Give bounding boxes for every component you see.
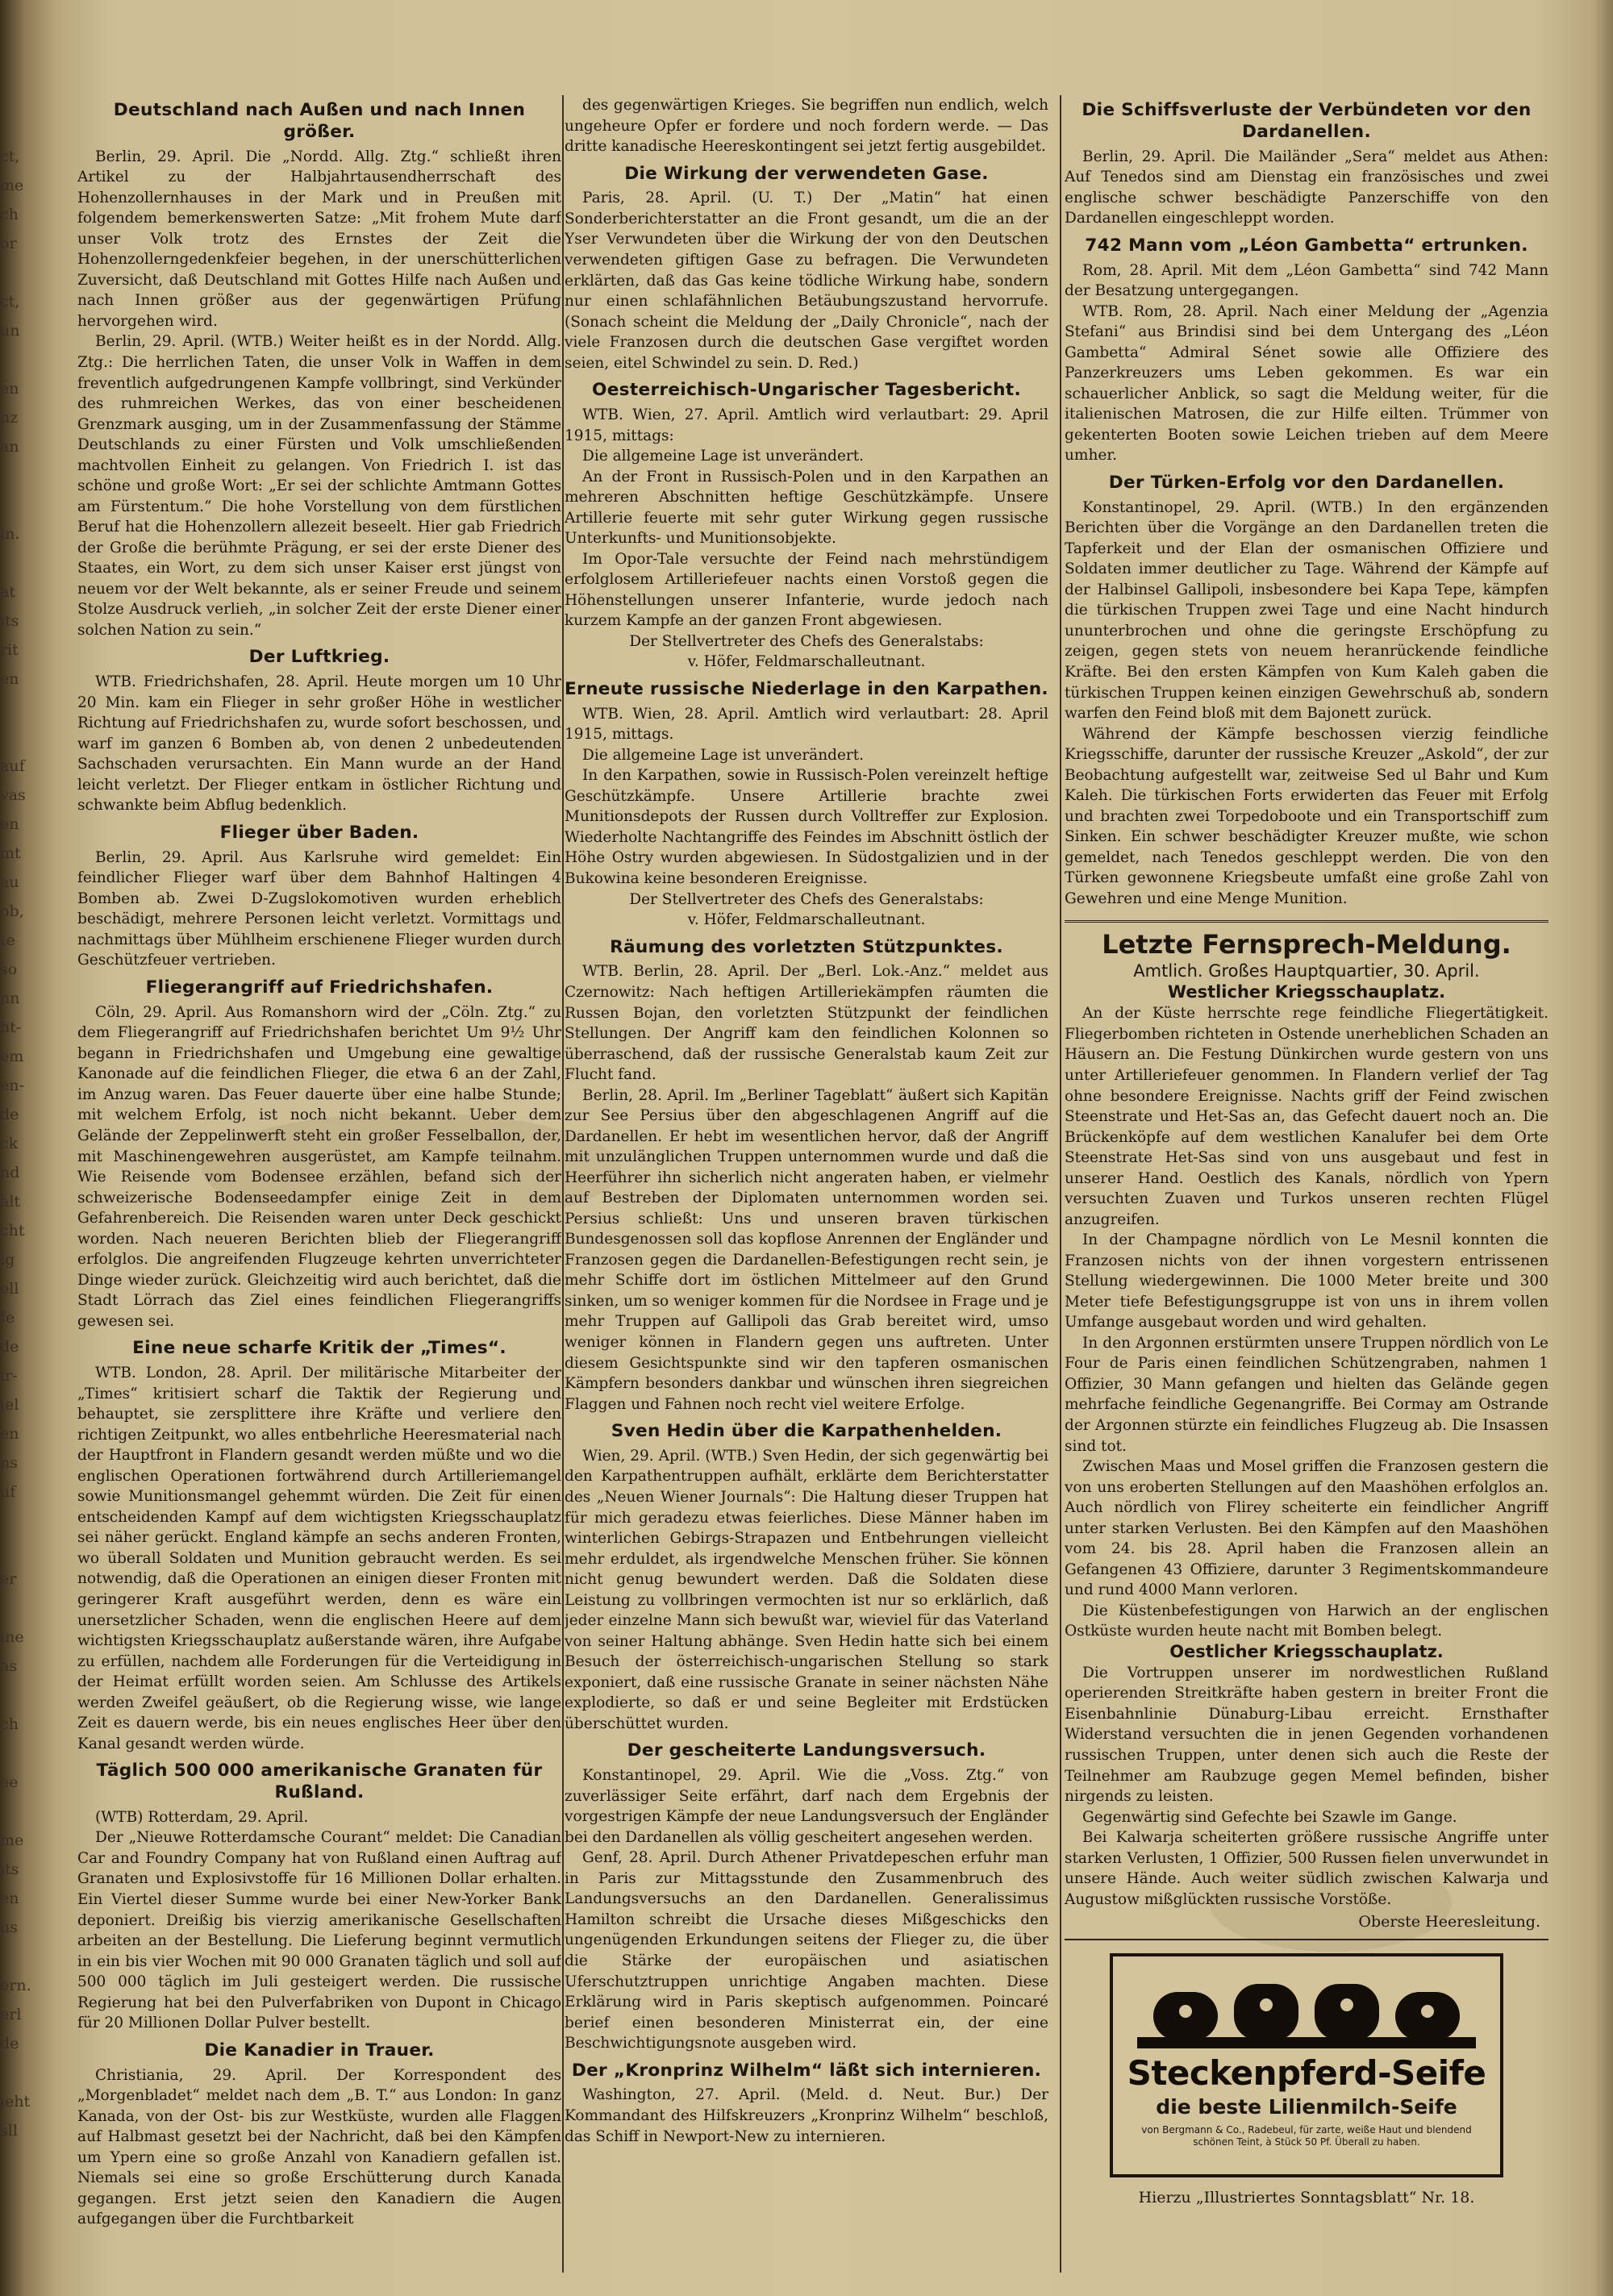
article-paragraph: WTB. Friedrichshafen, 28. April. Heute morgen um 10 Uhr 20 Min. kam ein Flieger in sehr großer Höhe in westlicher Richtung auf Friedrichshafen zu, wurde sofort beschossen, und warf im ganzen 6 Bomben ab, von denen 2 unbedeutenden Sachschaden verursachten. Ein Mann wurde an der Hand leicht verletzt. Der Flieger entkam in östlicher Richtung und schwankte beim Abflug bedenklich. xyxy=(77,673,561,815)
ad-fine-print: von Bergmann & Co., Radebeul, für zarte, weiße Haut und blendend schönen Teint, à Stück 50 Pf. Überall zu haben. xyxy=(1141,2124,1472,2148)
article xyxy=(77,1338,561,1754)
article-headline: Räumung des vorletzten Stützpunktes. xyxy=(610,936,1003,957)
article xyxy=(77,823,561,971)
article-paragraph: Wien, 29. April. (WTB.) Sven Hedin, der sich gegenwärtig bei den Karpathentruppen aufhält, erklärte dem Berichterstatter des „Neuen Wiener Journals“: Die Haltung dieser Truppen hat für mich geradezu etwas feierliches. Diese Männer haben im winterlichen Gebirgs-Strapazen und Entbehrungen vielleicht mehr erduldet, als irgendwelche Menschen früher. Sie können nicht genug bewundert werden. Daß die Soldaten diese Leistung zu vollbringen vermochten ist nur so erklärlich, daß jeder einzelne Mann sich bewußt war, wieviel für das Vaterland von seiner Haltung abhänge. Sven Hedin hatte sich bei einem Besuch der österreichisch-ungarischen Stellung so stark exponiert, daß eine russische Granate in seiner nächsten Nähe explodierte, so daß er und seine Begleiter mit Erdstücken überschüttet wurden. xyxy=(565,1447,1048,1732)
article-paragraph: Der „Nieuwe Rotterdamsche Courant“ meldet: Die Canadian Car and Foundry Company hat von Rußland einen Auftrag auf Granaten und Explosivstoffe für 16 Millionen Dollar erhalten. Ein Viertel dieser Summe wurde bei einer New-Yorker Bank deponiert. Dreißig bis vierzig amerikanische Gesellschaften arbeiten an der Bestellung. Die Lieferung beginnt vermutlich in ein bis vier Wochen mit 90 000 Granaten täglich und soll auf 500 000 täglich im Juli gesteigert werden. Die russische Regierung hat bei den Pulverfabriken von Dupont in Chicago für 20 Millionen Dollar Pulver bestellt. xyxy=(77,1829,561,2032)
report-paragraph: Zwischen Maas und Mosel griffen die Franzosen gestern die von uns eroberten Stellungen auf den Maashöhen erfolglos an. Auch nördlich von Flirey scheiterte ein feindlicher Angriff unter starken Verlusten. Bei den Kämpfen auf den Maashöhen vom 24. bis 28. April haben die Franzosen allein an Gefangenen 43 Offiziere, darunter 3 Regimentskommandeure und rund 4000 Mann verloren. xyxy=(1065,1458,1548,1599)
ad-slogan: die beste Lilienmilch-Seife xyxy=(1156,2095,1457,2119)
article-signature: Der Stellvertreter des Chefs des Generalstabs: xyxy=(629,890,984,908)
column-divider xyxy=(562,95,564,2273)
article xyxy=(77,647,561,816)
article-paragraph: Berlin, 29. April. Die „Nordd. Allg. Ztg.“ schließt ihren Artikel zu der Halbjahrtausendherrschaft des Hohenzollernhauses in der Mark und in Preußen mit folgendem bemerkenswerten Satze: „Mit frohem Mute darf unser Volk trotz des Ernstes der Zeit die Hohenzollerngedenkfeier begehen, in der unerschütterlichen Zuversicht, daß Deutschland mit Gottes Hilfe nach Außen und nach Innen größer aus der gegenwärtigen Prüfung hervorgehen wird. xyxy=(77,148,561,330)
article-paragraph: Berlin, 29. April. Aus Karlsruhe wird gemeldet: Ein feindlicher Flieger warf über dem Bahnhof Haltingen 4 Bomben ab. Zwei D-Zugslokomotiven wurden erheblich beschädigt, mehrere Personen leicht verletzt. Vormittags und nachmittags über Mühlheim erschienene Flieger wurden durch Geschützfeuer vertrieben. xyxy=(77,848,561,969)
article-signature: Der Stellvertreter des Chefs des Generalstabs: xyxy=(629,632,984,650)
report-paragraph: In den Argonnen erstürmten unsere Truppen nördlich von Le Four de Paris einen feindlichen Schützengraben, nahmen 1 Offizier, 30 Mann gefangen und hielten das Gelände gegen mehrfache feindliche Gegenangriffe. Bei Cormay am Ostrande der Argonnen stürzte ein feindliches Flugzeug ab. Die Insassen sind tot. xyxy=(1065,1334,1548,1455)
hobby-horse-figures-illustration xyxy=(1137,1968,1476,2048)
article xyxy=(565,95,1048,157)
article-headline: Die Wirkung der verwendeten Gase. xyxy=(624,163,989,184)
article-paragraph: Im Opor-Tale versuchte der Feind nach mehrstündigem erfolglosem Artilleriefeuer nachts einen Vorstoß gegen die Höhenstellungen unserer Infanterie, wurde jedoch nach kurzem Kampfe an der ganzen Front abgewiesen. xyxy=(565,550,1048,630)
article-paragraph: Genf, 28. April. Durch Athener Privatdepeschen erfuhr man in Paris zur Mittagsstunde den Zusammenbruch des Landungsversuchs an den Dardanellen. Generalissimus Hamilton schreibt die Ursache dieses Mißgeschicks den ungenügenden Erkundungen seitens der Flieger zu, die über die Stärke der europäischen und asiatischen Uferschutztruppen unrichtige Angaben machten. Diese Erklärung wird in Paris skeptisch aufgenommen. Poincaré berief einen besonderen Ministerrat ein, der eine Beschwichtigungsnote ausgeben wird. xyxy=(565,1849,1048,2052)
section-rule xyxy=(1065,920,1548,923)
article-headline: Deutschland nach Außen und nach Innen größer. xyxy=(113,100,526,142)
article-paragraph: WTB. London, 28. April. Der militärische Mitarbeiter der „Times“ kritisiert scharf die Taktik der Regierung und behauptet, sie zersplittere ihre Kräfte und verliere den richtigen Zeitpunkt, wo alles entbehrliche Heeresmaterial nach der Hauptfront in Flandern gesandt werden müßte und wo die englischen Operationen fortwährend durch Artilleriemangel sowie Munitionsmangel gehemmt würden. Die Zeit für einen entscheidenden Kampf auf dem wichtigsten Kriegsschauplatz sei näher gerückt. England kämpfe an sechs anderen Fronten, wo überall Soldaten und Munition gebraucht werden. Es sei notwendig, daß die Operationen an einigen dieser Fronten mit geringerer Kraft ausgeführt werden, denn es wäre ein unersetzlicher Schaden, wenn die englischen Heere auf dem wichtigsten Kriegsschauplatz außerstande wären, ihre Aufgabe zu erfüllen, nachdem alle Forderungen für die Verteidigung in der Heimat erfüllt worden seien. Am Schlusse des Artikels werden Zweifel geäußert, ob die Regierung wisse, wie lange Zeit es dauern werde, bis ein neues englisches Heer über den Kanal gesandt werden würde. xyxy=(77,1365,561,1752)
column-divider xyxy=(1060,95,1061,2273)
article-paragraph: Berlin, 29. April. Die Mailänder „Sera“ meldet aus Athen: Auf Tenedos sind am Dienstag ein französisches und zwei englische schwer beschädigte Panzerschiffe von den Dardanellen eingeschleppt worden. xyxy=(1065,148,1548,227)
article-paragraph: Cöln, 29. April. Aus Romanshorn wird der „Cöln. Ztg.“ zu dem Fliegerangriff auf Friedrichshafen berichtet Um 9½ Uhr begann in Friedrichshafen und Umgebung eine gewaltige Kanonade auf die feindlichen Flieger, die etwa 6 an der Zahl, im Anzug waren. Das Feuer dauerte über eine halbe Stunde; mit welchem Erfolg, ist noch nicht bekannt. Ueber dem Gelände der Zeppelinwerft steht ein großer Fesselballon, der, mit Maschinengewehren ausgerüstet, am Kampfe teilnahm. Wie Reisende vom Bodensee erzählen, befand sich der schweizerische Bodenseedampfer einige Zeit in dem Gefahrenbereich. Die Reisenden waren unter Deck geschickt worden. Nach neueren Berichten blieb der Fliegerangriff erfolglos. Die angreifenden Flugzeuge kehrten unverrichteter Dinge wieder zurück. Gleichzeitig wird auch berichtet, daß die Stadt Lörrach das Ziel eines feindlichen Fliegerangriffs gewesen sei. xyxy=(77,1003,561,1330)
article-signature: v. Höfer, Feldmarschalleutnant. xyxy=(687,653,926,671)
article-paragraph: In den Karpathen, sowie in Russisch-Polen vereinzelt heftige Geschützkämpfe. Unsere Artillerie brachte zwei Munitionsdepots der Russen durch Volltreffer zur Explosion. Wiederholte Nachtangriffe des Feindes im Abschnitt östlich der Höhe Ostry wurden abgewiesen. In Südostgalizien und in der Bukowina keine besonderen Ereignisse. xyxy=(565,767,1048,888)
article-paragraph: An der Front in Russisch-Polen und in den Karpathen an mehreren Abschnitten heftige Geschützkämpfe. Unsere Artillerie feuerte mit sehr guter Wirkung gegen russische Unterkunfts- und Munitionsobjekte. xyxy=(565,468,1048,548)
latest-report-signoff: Oberste Heeresleitung. xyxy=(1358,1913,1540,1931)
article-paragraph: Paris, 28. April. (U. T.) Der „Matin“ hat einen Sonderberichterstatter an die Front gesandt, um die an der Yser Verwundeten über die Wirkung der von den Deutschen verwendeten giftigen Gase zu befragen. Die Verwundeten erklärten, daß das Gas keine tödliche Wirkung habe, sondern nur einen schlafähnlichen Betäubungszustand hervorrufe. (Sonach scheint die Meldung der „Daily Chronicle“, nach der viele Franzosen durch die deutschen Gase vergiftet worden seien, eitel Schwindel zu sein. D. Red.) xyxy=(565,190,1048,372)
article xyxy=(1065,235,1548,466)
column-3 xyxy=(1065,95,1548,2206)
supplement-note: Hierzu „Illustriertes Sonntagsblatt“ Nr. 18. xyxy=(1138,2189,1475,2207)
article xyxy=(77,977,561,1331)
article-paragraph: Während der Kämpfe beschossen vierzig feindliche Kriegsschiffe, darunter der russische Kreuzer „Askold“, der zur Beobachtung aufgestellt war, zeitweise Sed ul Bahr und Kum Kaleh. Die türkischen Forts erwiderten das Feuer mit Erfolg und brachten zwei Torpedoboote und ein Transportschiff zum Sinken. Ein schwer beschädigter Kreuzer mußte, wie schon gemeldet, nach Tenedos geschleppt werden. Die von den Türken gewonnene Kriegsbeute umfaßt eine große Zahl von Gewehren und eine Menge Munition. xyxy=(1065,725,1548,907)
article xyxy=(1065,100,1548,229)
section-rule xyxy=(1065,1939,1548,1940)
article xyxy=(565,1740,1048,2053)
western-front-title: Westlicher Kriegsschauplatz. xyxy=(1167,982,1446,1002)
article-headline: Eine neue scharfe Kritik der „Times“. xyxy=(132,1338,506,1359)
article-signature: v. Höfer, Feldmarschalleutnant. xyxy=(687,911,926,929)
report-paragraph: Die Vortruppen unserer im nordwestlichen Rußland operierenden Streitkräfte haben gestern in breiter Front die Eisenbahnlinie Dünaburg-Libau erreicht. Ernsthafter Widerstand versuchten die in jenen Gegenden vorhandenen russischen Truppen, unter denen sich auch die Reste der Teilnehmer am Raubzuge gegen Memel befinden, bisher nirgends zu leisten. xyxy=(1065,1664,1548,1806)
article-paragraph: Konstantinopel, 29. April. Wie die „Voss. Ztg.“ von zuverlässiger Seite erfährt, darf nach dem Ergebnis der vorgestrigen Kämpfe der neue Landungsversuch der Engländer bei den Dardanellen als völlig gescheitert angesehen werden. xyxy=(565,1767,1048,1846)
ad-brand-name: Steckenpferd-Seife xyxy=(1127,2053,1486,2094)
article-paragraph: Die allgemeine Lage ist unverändert. xyxy=(582,746,865,764)
western-front-report xyxy=(1065,1003,1548,1641)
article xyxy=(565,2061,1048,2147)
article-paragraph: Berlin, 28. April. Im „Berliner Tageblatt“ äußert sich Kapitän zur See Persius über den abgeschlagenen Angriff auf die Dardanellen. Er hebt im wesentlichen hervor, daß der Angriff mit unzulänglichen Truppen unternommen wurde und daß die Heerführer ihn sicherlich nicht angeraten haben, er vielmehr auf Bestreben der Diplomaten unternommen worden sei. Persius schließt: Uns und unseren braven türkischen Bundesgenossen soll das kopflose Anrennen der Engländer und Franzosen gegen die Dardanellen-Befestigungen recht sein, je mehr Schiffe dort im östlichen Mittelmeer auf den Grund sinken, um so weniger kommen für die Nordsee in Frage und je mehr Truppen auf Gallipoli das Grab bereitet wird, umso weniger können in Flandern gegen uns auftreten. Unter diesem Gesichtspunkte sind wir den tapferen osmanischen Kämpfern besonders dankbar und wünschen ihren siegreichen Flaggen und Fahnen noch recht viel weitere Erfolge. xyxy=(565,1086,1048,1413)
soap-advertisement xyxy=(1110,1953,1503,2177)
report-paragraph: Gegenwärtig sind Gefechte bei Szawle im Gange. xyxy=(1082,1808,1457,1826)
article-headline: Der Luftkrieg. xyxy=(248,647,390,668)
column-2 xyxy=(565,95,1048,2153)
article-paragraph: WTB. Wien, 27. April. Amtlich wird verlautbart: 29. April 1915, mittags: xyxy=(565,406,1048,444)
column-1 xyxy=(77,95,561,2236)
article-paragraph: Konstantinopel, 29. April. (WTB.) In den ergänzenden Berichten über die Vorgänge an den Dardanellen treten die Tapferkeit und der Elan der osmanischen Offiziere und Soldaten immer deutlicher zu Tage. Während der Kämpfe auf der Halbinsel Gallipoli, insbesondere bei Kapa Tepe, kämpfen die türkischen Truppen zwei Tage und eine Nacht hindurch ununterbrochen und ohne die geringste Erschöpfung zu zeigen, gegen stets von neuem heranrückende feindliche Kräfte. Bei den ersten Kämpfen von Kum Kaleh gaben die türkischen Truppen keinen einzigen Gewehrschuß ab, sondern warfen den Feind bloß mit dem Bajonett zurück. xyxy=(1065,498,1548,723)
article-paragraph: WTB. Wien, 28. April. Amtlich wird verlautbart: 28. April 1915, mittags. xyxy=(565,705,1048,744)
article-paragraph: Christiania, 29. April. Der Korrespondent des „Morgenbladet“ meldet nach dem „B. T.“ aus London: In ganz Kanada, von der Ost- bis zur Westküste, wurden alle Flaggen auf Halbmast gesetzt bei der Nachricht, daß bei den Kämpfen um Ypern eine so große Anzahl von Kanadiern gefallen ist. Niemals sei eine so große Erschütterung durch Kanada gegangen. Erst jetzt seien den Kanadiern die Augen aufgegangen über die Furchtbarkeit xyxy=(77,2066,561,2228)
article xyxy=(77,100,561,640)
article-paragraph: Rom, 28. April. Mit dem „Léon Gambetta“ sind 742 Mann der Besatzung untergegangen. xyxy=(1065,261,1548,300)
article xyxy=(565,1421,1048,1734)
report-paragraph: Bei Kalwarja scheiterten größere russische Angriffe unter starken Verlusten, 1 Offizier, 500 Russen fielen unverwundet in unsere Hände. Auch weiter südlich zwischen Kalwarja und Augustow mißglückten russische Vorstöße. xyxy=(1065,1829,1548,1908)
article-headline: Oesterreichisch-Ungarischer Tagesbericht. xyxy=(592,380,1021,401)
article xyxy=(565,380,1048,673)
eastern-front-title: Oestlicher Kriegsschauplatz. xyxy=(1169,1641,1444,1661)
article xyxy=(565,164,1048,374)
article-headline: Täglich 500 000 amerikanische Granaten für Rußland. xyxy=(96,1761,543,1803)
report-paragraph: In der Champagne nördlich von Le Mesnil konnten die Franzosen nichts von der ihnen vorgestern entrissenen Stellung wiedergewinnen. Die 1000 Meter breite und 300 Meter tiefe Befestigungsgruppe ist von uns in ihrem vollen Umfange ausgebaut worden und wird gehalten. xyxy=(1065,1231,1548,1331)
latest-report-title: Letzte Fernsprech-Meldung. xyxy=(1102,929,1511,960)
eastern-front-report xyxy=(1065,1663,1548,1910)
column-3-articles xyxy=(1065,100,1548,909)
article-paragraph: Berlin, 29. April. (WTB.) Weiter heißt es in der Nordd. Allg. Ztg.: Die herrlichen Taten, die unser Volk in Waffen in dem freventlich aufgedrungenen Kampfe vollbringt, sind Verkünder des ruhmreichen Werkes, das von einer bescheidenen Grenzmark ausging, um in der Zusammenfassung der Stämme Deutschlands zu einer Fürsten und Volk umschließenden machtvollen Einheit zu gelangen. Von Friedrich I. ist das schöne und große Wort: „Er sei der schlichte Amtmann Gottes am Fürstentum.“ Die hohe Vorstellung von dem fürstlichen Beruf hat die Hohenzollern allezeit beseelt. Hier gab Friedrich der Große die berühmte Prägung, er sei der erste Diener des Staates, ein Wort, zu dem sich unser Kaiser erst jüngst von neuem vor der Welt bekannte, als er seiner Freude und seinem Stolze Ausdruck verlieh, „in solcher Zeit der erste Diener einer solchen Nation zu sein.“ xyxy=(77,333,561,639)
article-paragraph: (WTB) Rotterdam, 29. April. xyxy=(95,1808,309,1826)
article-headline: Erneute russische Niederlage in den Karpathen. xyxy=(565,678,1048,699)
article-headline: Sven Hedin über die Karpathenhelden. xyxy=(611,1421,1002,1442)
article-headline: Die Schiffsverluste der Verbündeten vor den Dardanellen. xyxy=(1082,100,1532,142)
article xyxy=(565,937,1048,1415)
article xyxy=(565,679,1048,931)
article xyxy=(1065,473,1548,909)
report-paragraph: An der Küste herrschte rege feindliche Fliegertätigkeit. Fliegerbomben richteten in Ostende unerheblichen Schaden an Häusern an. Die Festung Dünkirchen wurde gestern von uns unter Artilleriefeuer genommen. In Flandern verlief der Tag ohne besondere Ereignisse. Nachts griff der Feind zwischen Steenstrate und Het-Sas an, das Gefecht dauert noch an. Die Brückenköpfe auf dem westlichen Kanalufer bei dem Orte Steenstrate Het-Sas sind von uns ausgebaut und fest in unserer Hand. Oestlich des Kanals, nördlich von Ypern versuchten Zuaven und Turkos unseren rechten Flügel anzugreifen. xyxy=(1065,1005,1548,1228)
article xyxy=(77,1761,561,2034)
article-headline: Flieger über Baden. xyxy=(219,822,419,843)
report-paragraph: Die Küstenbefestigungen von Harwich an der englischen Ostküste wurden heute nacht mit Bomben belegt. xyxy=(1065,1602,1548,1640)
latest-report-dateline: Amtlich. Großes Hauptquartier, 30. April. xyxy=(1133,961,1480,981)
article-paragraph: des gegenwärtigen Krieges. Sie begriffen nun endlich, welch ungeheure Opfer er fordere und noch fordern werde. — Das dritte kanadische Heereskontingent sei jetzt fertig ausgebildet. xyxy=(565,97,1048,156)
article-headline: Fliegerangriff auf Friedrichshafen. xyxy=(145,977,494,998)
article-headline: 742 Mann vom „Léon Gambetta“ ertrunken. xyxy=(1085,235,1528,256)
article-headline: Der gescheiterte Landungsversuch. xyxy=(627,1740,986,1761)
article-headline: Der Türken-Erfolg vor den Dardanellen. xyxy=(1108,472,1505,493)
left-margin-bleed-text: ct, me ch or ct, un en nz an in. at its rit en auf vas en mt au ob, te so nn ht- em en- de ck nd alt cht ig ell fe de ir- iel en ns uf er ine as ch ee me its en us ern. erl de ieht sll xyxy=(0,148,31,2140)
article-paragraph: WTB. Rom, 28. April. Nach einer Meldung der „Agenzia Stefani“ aus Brindisi sind bei dem Untergang des „Léon Gambetta“ Admiral Sénet sowie alle Offiziere des Panzerkreuzers ums Leben gekommen. Es war ein schauerlicher Anblick, so sagt die Meldung weiter, für die italienischen Matrosen, die zur Hilfe eilten. Trümmer von gekenterten Booten sowie Leichen trieben auf dem Meere umher. xyxy=(1065,302,1548,465)
article xyxy=(77,2040,561,2230)
article-paragraph: WTB. Berlin, 28. April. Der „Berl. Lok.-Anz.“ meldet aus Czernowitz: Nach heftigen Artilleriekämpfen räumten die Russen Bojan, den vorletzten Stützpunkt der feindlichen Stellungen. Der Angriff kam den feindlichen Kolonnen so überraschend, daß der russische Generalstab kaum Zeit zur Flucht fand. xyxy=(565,963,1048,1084)
latest-report-section xyxy=(1065,929,1548,1931)
article-headline: Der „Kronprinz Wilhelm“ läßt sich internieren. xyxy=(571,2060,1042,2081)
article-paragraph: Die allgemeine Lage ist unverändert. xyxy=(582,448,865,465)
article-headline: Die Kanadier in Trauer. xyxy=(204,2040,435,2061)
article-paragraph: Washington, 27. April. (Meld. d. Neut. Bur.) Der Kommandant des Hilfskreuzers „Kronprinz Wilhelm“ beschloß, das Schiff in Newport-New zu internieren. xyxy=(565,2086,1048,2145)
